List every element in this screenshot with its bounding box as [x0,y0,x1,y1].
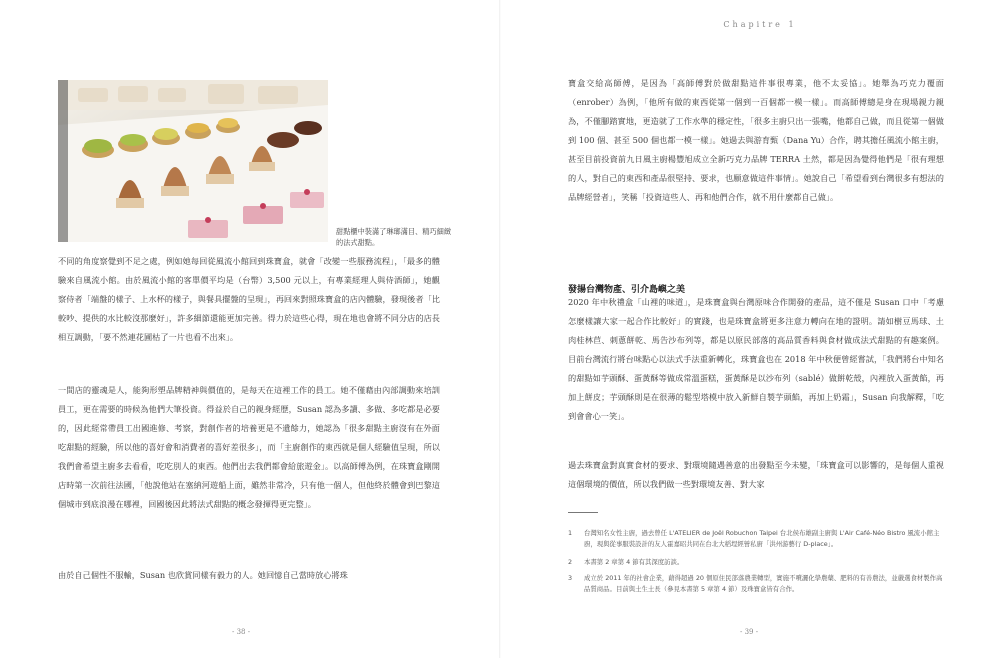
footnote-divider [568,512,598,513]
pastry-display-photo [58,80,328,242]
footnote-3 [568,573,944,595]
chapter-header: Chapitre 1 [723,20,797,29]
footnote-number: 2 [568,558,573,566]
footnote-text: 台灣知名女性主廚，過去曾任 L'ATELIER de Joël Robuchon Taipei 台北侯布雄副主廚與 L'Air Café-Néo Bistro 風流小館主廚，現與從事服裝設計的友人霍嘉昭共同在台北大稻埕經營私廚「洪州游藝行 D-place」。 [584,529,940,548]
footnote-number: 1 [568,529,573,537]
footnote-number: 3 [568,574,573,582]
footnote-1 [568,528,944,550]
book-gutter [499,0,501,658]
page-number-right: - 39 - [740,628,759,636]
left-paragraph-1: 不同的角度察覺到不足之處，例如她每回從風流小館回到珠寶盒，就會「改變一些服務流程」，「最多的體驗來自風流小館。由於風流小館的客單價平均是（台幣）3,500 元以上，有專業經理人與侍酒師」，她觀察侍者「端盤的樣子、上水杯的樣子，與餐具擺盤的呈現」，再回來對照珠寶盒的店內體驗，發現後者「比較吵、提供的水比較沒那麼好」，許多細節還能更加完善。得力於這些心得，現在地也會將不同分店的店長相互調動，「要不然連花圃枯了一片也看不出來」。 [58,256,440,342]
right-paragraph-1: 寶盒交給高師傅，是因為「高師傅對於做甜點這件事很專業，他不太妥協」。她舉為巧克力覆面（enrober）為例，「他所有做的東西從第一個到一百個都一模一樣」。而高師傅總是身在現場親力親為，不僅腳踏實地，更造就了工作水準的穩定性，「很多主廚只出一張嘴，他都自己做，而且從第一個做到 100 個、甚至 500 個也都一模一樣」。她過去與游育甄（Dana Yu）合作，聘其擔任風流小館主廚，甚至目前投資前九日風主廚楊豐旭成立全新巧克力品牌 TERRA 土然，都是因為覺得他們是「很有理想的人，對自己的東西和產品很堅持、要求，也願意做這件事情」。她說自己「希望看到台灣很多有想法的品牌經營者」，笑稱「投資這些人、再和他們合作，就不用什麼都自己做」。 [568,78,944,202]
pastry-illustration [58,80,328,242]
section-heading: 發揚台灣物產、引介島嶼之美 [568,285,686,295]
right-paragraph-2: 2020 年中秋禮盒「山裡的味道」，是珠寶盒與台灣原味合作開發的產品，這不僅是 Susan 口中「考慮怎麼樣讓大家一起合作比較好」的實踐，也是珠寶盒將更多注意力轉向在地的證明。請如樹豆馬球、土肉桂林苣、刺蔥餅乾、馬告沙布列等，都是以原民部落的高品質香料與食材做成法式甜點的有趣案例。目前台灣流行將台味點心以法式手法重新轉化，珠寶盒也在 2018 年中秋便曾經嘗試，「我們將台中知名的甜點如芋頭酥、蛋黃酥等做成常溫蛋糕，蛋黃酥是以沙布列（sablé）做餅乾殼，內裡放入蛋黃餡，再加上餅皮；芋頭酥則是在很薄的鬆型塔模中放入新鮮自製芋頭餡，再加上奶霜」，Susan 向我解釋，「吃到會會心一笑」。 [568,297,944,421]
footnote-text: 本書第 2 章第 4 節有其深度訪談。 [584,558,684,566]
right-paragraph-3: 過去珠寶盒對真實食材的要求、對環境隨遇善意的出發點至今未變，「珠寶盒可以影響的，是每個人重視這個環境的價值，所以我們做一些對環境友善、對大家 [568,460,944,489]
left-paragraph-2: 一間店的靈魂是人，能夠形塑品牌精神與價值的，是每天在這裡工作的員工。她不僅藉由內部調動來培訓員工，更在需要的時候為他們大筆投資。得益於自己的親身經歷，Susan 認為多讀、多做、多吃都是必要的，因此經常帶員工出國進修、考察，對創作者的培養更是不遺餘力，她認為「很多甜點主廚沒有在外面吃甜點的經驗，所以他的喜好會和消費者的喜好差很多」，而「主廚創作的東西就是個人經驗值呈現，所以我們會希望主廚多去看看，吃吃別人的東西。他們出去我們都會給旅遊金」。以高師傅為例，在珠寶盒剛開店時第一次前往法國，「他說他站在塞納河遊船上面，雖然非常冷，只有他一個人，但他終於體會到巴黎這個城市到底浪漫在哪裡，回國後因此將法式甜點的概念發揮得更完整」。 [58,385,440,509]
page-number-left: - 38 - [232,628,251,636]
footnote-2 [568,557,944,568]
footnote-text: 成立於 2011 年的社會企業，藉得超過 20 個原住民部落農業轉型，實施不噴灑化學農藥、肥料的有善農法，並嚴選食材製作高品質商品。目前與土生土長（參見本書第 5 章第 4 節）及珠寶盒皆有合作。 [584,574,943,593]
left-paragraph-3: 由於自己個性不服輸，Susan 也欣賞同樣有毅力的人。她回憶自己當時放心將珠 [58,570,348,580]
photo-caption: 甜點櫃中裝滿了琳瑯滿目、精巧細緻的法式甜點。 [336,227,452,247]
